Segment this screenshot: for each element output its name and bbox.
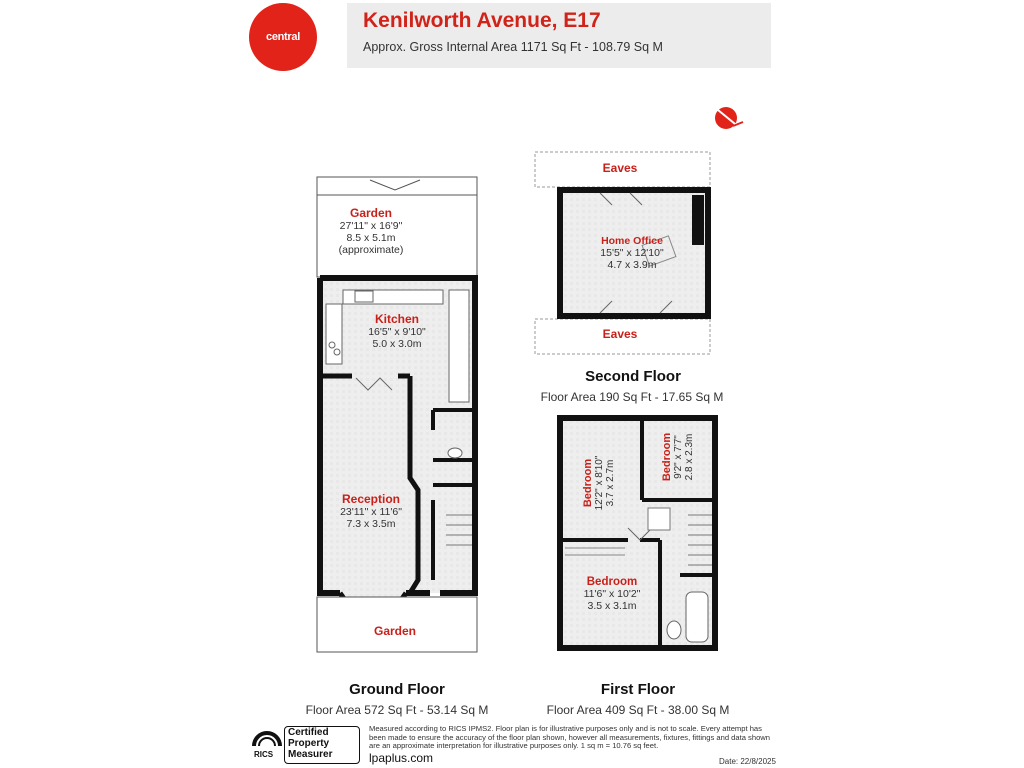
room-dim-metric: 3.7 x 2.7m [605, 459, 616, 507]
rics-property: Property [288, 738, 330, 749]
brand-logo-text: central [266, 31, 300, 43]
room-dim-metric: 4.7 x 3.9m [607, 259, 657, 271]
bedroom-3-label [568, 576, 656, 612]
first-floor-area: Floor Area 409 Sq Ft - 38.00 Sq M [546, 703, 730, 717]
room-name: Bedroom [582, 458, 594, 508]
second-floor-area: Floor Area 190 Sq Ft - 17.65 Sq M [540, 390, 724, 404]
property-title: Kenilworth Avenue, E17 [363, 9, 601, 32]
ground-floor-area: Floor Area 572 Sq Ft - 53.14 Sq M [305, 703, 489, 717]
home-office-label [576, 235, 688, 271]
room-name: Bedroom [586, 576, 638, 588]
bedroom-2-label [661, 417, 695, 497]
room-name: Kitchen [374, 312, 419, 326]
rear-garden-label [327, 206, 415, 256]
room-name: Bedroom [661, 432, 673, 482]
room-dim-imperial: 12'2" x 8'10" [594, 455, 605, 511]
website-link[interactable]: lpaplus.com [369, 751, 434, 765]
plan-date: Date: 22/8/2025 [719, 757, 776, 766]
room-dim-imperial: 11'6" x 10'2" [583, 588, 641, 600]
kitchen-label [352, 312, 442, 350]
room-dim-imperial: 23'11" x 11'6" [340, 506, 402, 518]
rics-badge [250, 726, 358, 764]
room-dim-imperial: 9'2" x 7'7" [673, 435, 684, 479]
disclaimer-text: Measured according to RICS IPMS2. Floor plan is for illustrative purposes only and is not to scale. Every attempt has been made to ensure the accuracy of the floor plan shown, however all measurements, fixtures, fittings and data shown are an approximate interpretation for illustrative purposes only. 1 sq m = 10.76 sq feet. [369, 724, 771, 751]
room-dim-imperial: 15'5" x 12'10" [600, 247, 664, 259]
room-dim-imperial: 27'11" x 16'9" [339, 220, 403, 232]
ground-floor-title: Ground Floor [349, 681, 445, 698]
room-dim-metric: 8.5 x 5.1m [346, 232, 396, 244]
rics-label: RICS [254, 750, 274, 759]
rics-certified-text [288, 727, 332, 760]
room-name: Home Office [601, 235, 663, 247]
room-note: (approximate) [338, 244, 404, 256]
room-dim-metric: 7.3 x 3.5m [346, 518, 396, 530]
first-floor-title: First Floor [600, 681, 676, 698]
room-name: Garden [349, 206, 392, 220]
reception-label [326, 492, 416, 530]
bedroom-1-label [582, 439, 616, 527]
rics-measurer: Measurer [288, 749, 333, 760]
eaves-bottom-label: Eaves [602, 327, 638, 341]
room-dim-metric: 2.8 x 2.3m [684, 433, 695, 481]
room-dim-metric: 5.0 x 3.0m [372, 338, 422, 350]
room-dim-imperial: 16'5" x 9'10" [368, 326, 426, 338]
gross-area: Approx. Gross Internal Area 1171 Sq Ft - 108.79 Sq M [363, 40, 663, 54]
room-name: Reception [341, 492, 400, 506]
front-garden-label: Garden [373, 624, 416, 638]
second-floor-title: Second Floor [585, 368, 681, 385]
rics-certified: Certified [288, 727, 329, 738]
room-dim-metric: 3.5 x 3.1m [587, 600, 637, 612]
compass-icon [715, 107, 743, 129]
eaves-top-label: Eaves [602, 161, 638, 175]
